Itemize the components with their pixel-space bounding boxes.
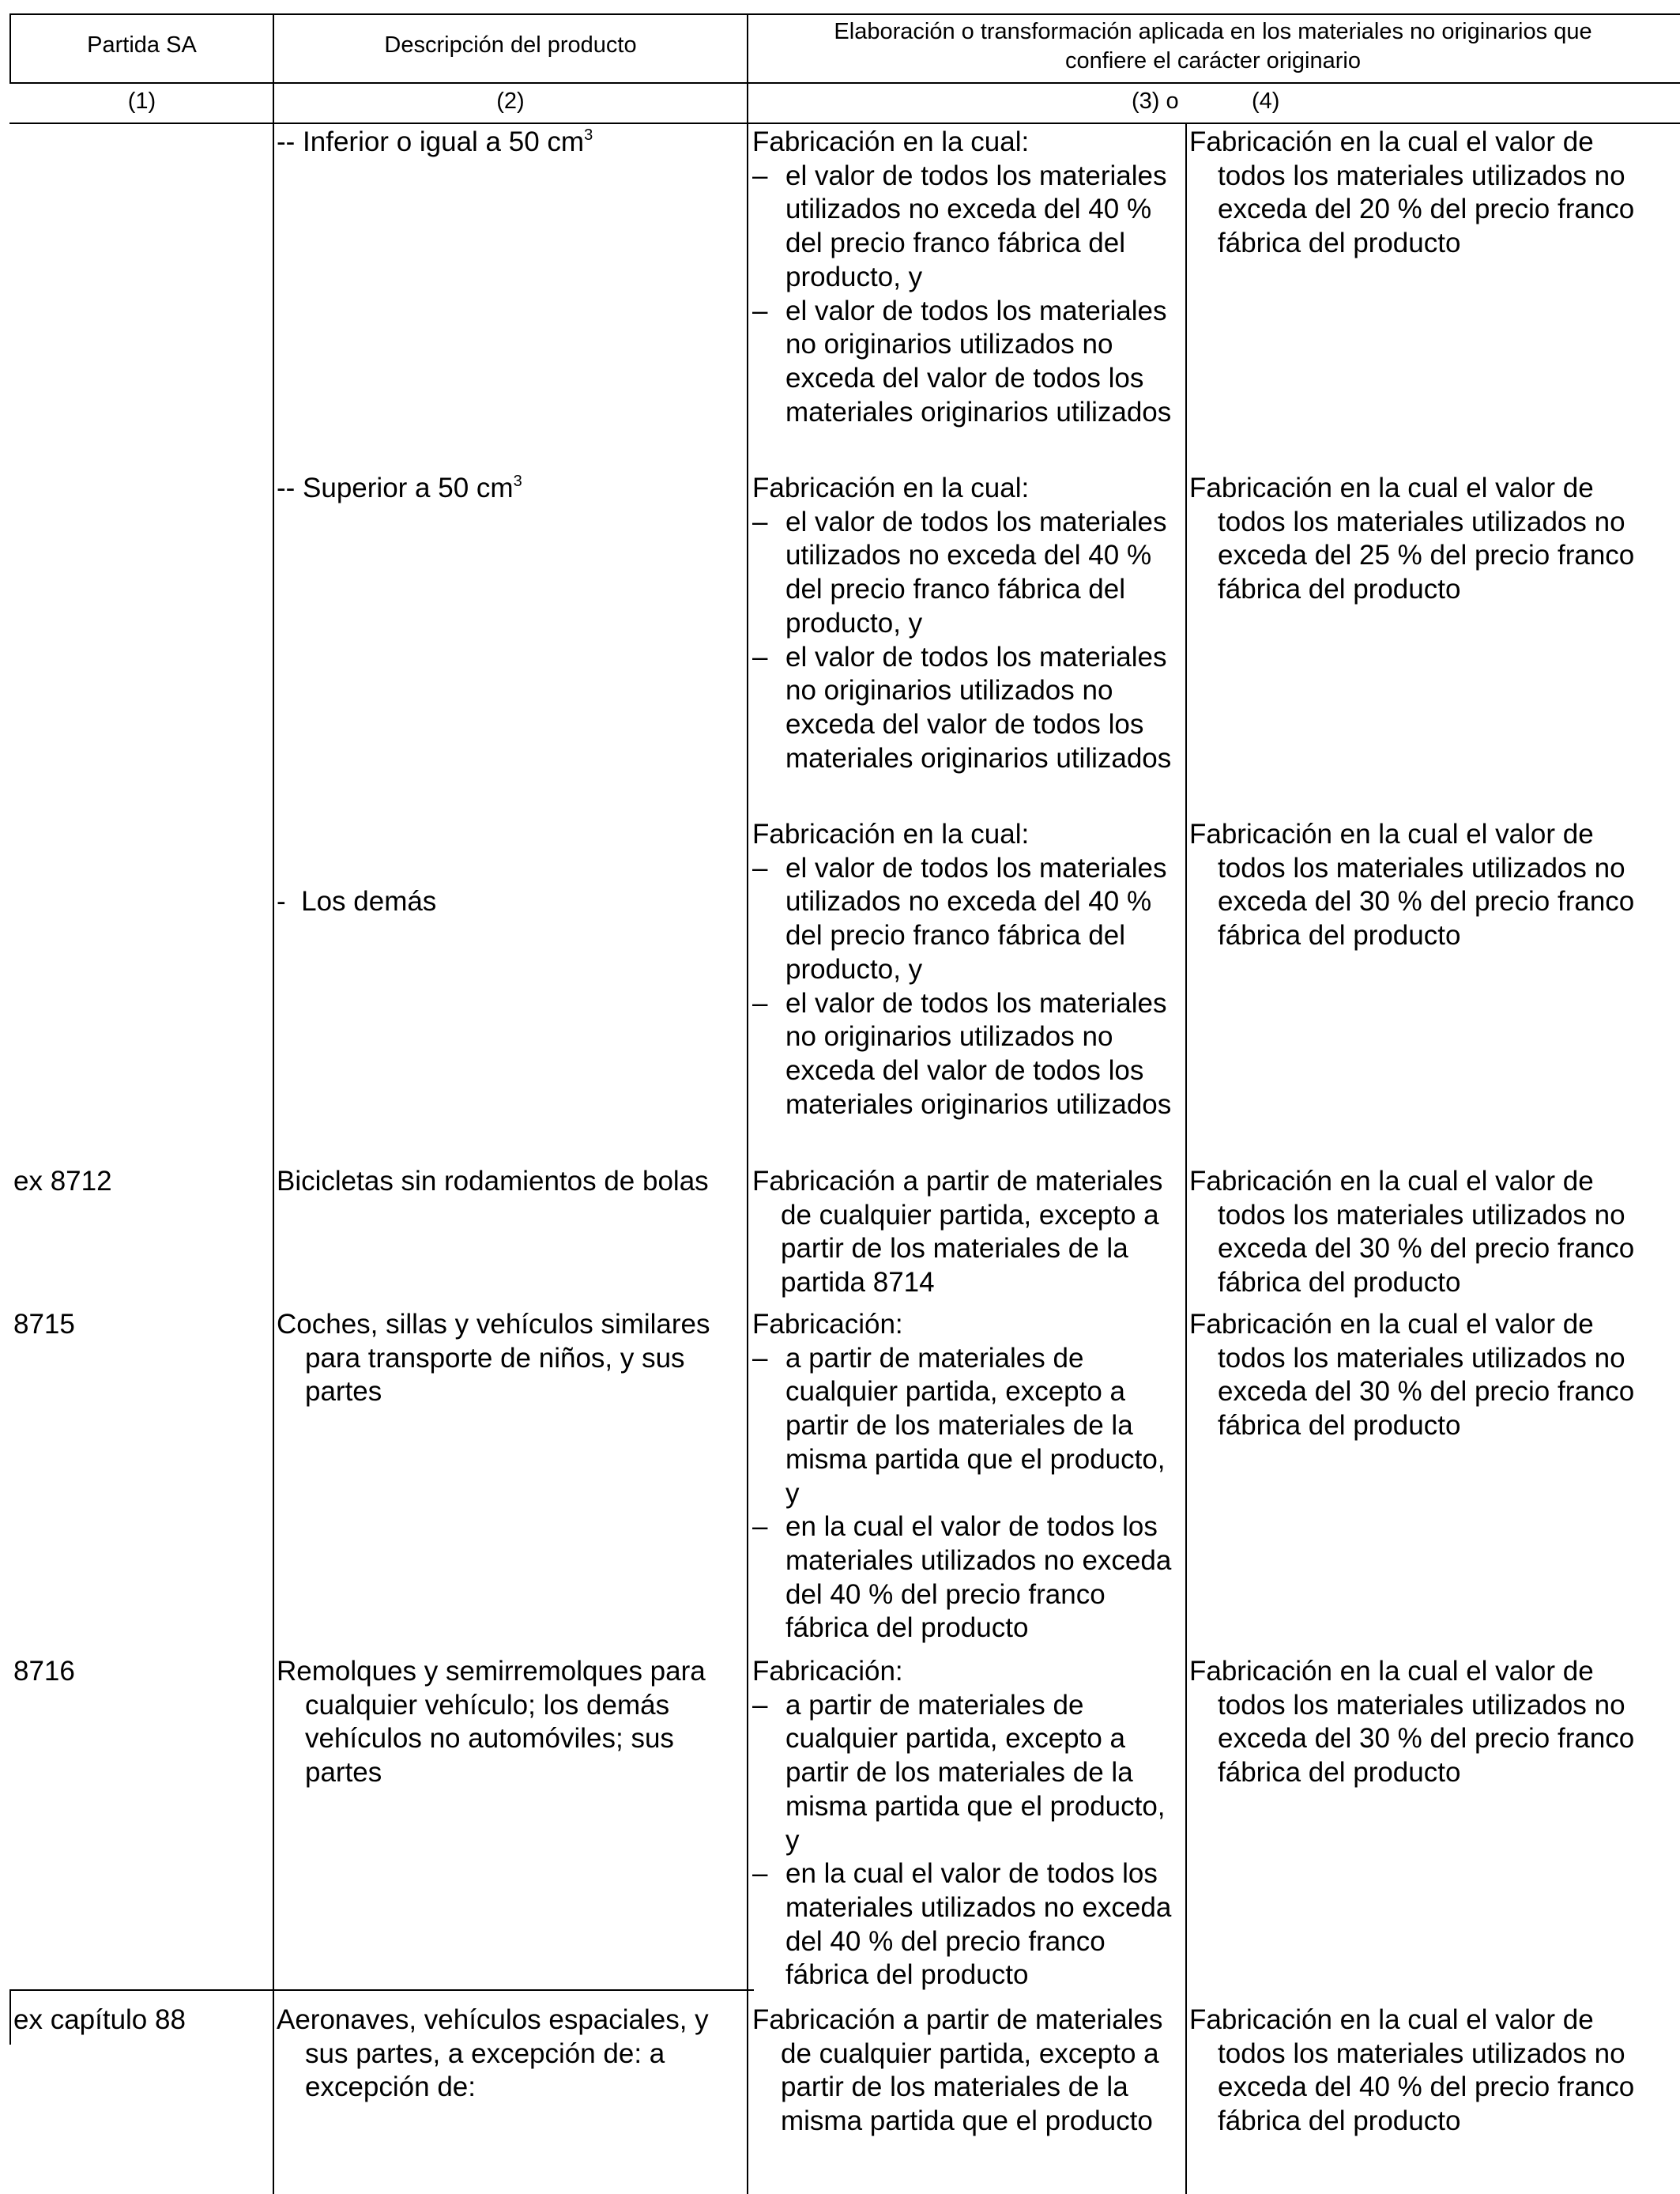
table-row-partida: 8716 (13, 1656, 75, 1687)
list-item: – el valor de todos los materiales no originarios utilizados no exceda del valor de todos los materiales originarios utilizados (752, 987, 1172, 1120)
header-elaboracion-text: Elaboración o transformación aplicada en los materiales no originarios que confiere el carácter originario (834, 19, 1592, 74)
table-row-col4: Fabricación en la cual el valor de todos los materiales utilizados no exceda del 20 % del precio franco fábrica del producto (1189, 126, 1635, 259)
table-row-partida: ex 8712 (13, 1166, 112, 1197)
table-row-col3: Fabricación: – a partir de materiales de cualquier partida, excepto a partir de los materiales de la misma partida que el producto, y – en la cual el valor de todos los materiales utilizados no exceda del 40 % del precio franco fábrica del producto (752, 1655, 1183, 1992)
list-item: – en la cual el valor de todos los materiales utilizados no exceda del 40 % del precio franco fábrica del producto (752, 1858, 1172, 1991)
table-row-partida: ex capítulo 88 (13, 2004, 186, 2035)
column-divider-2 (747, 13, 748, 2194)
table-row-col4: Fabricación en la cual el valor de todos los materiales utilizados no exceda del 30 % del precio franco fábrica del producto (1189, 1656, 1635, 1789)
header-divider (9, 82, 1680, 84)
section-divider (9, 1989, 754, 1991)
header-partida (11, 31, 273, 60)
table-row-desc: -- Superior a 50 $cm^3$ (277, 473, 522, 503)
list-item: – en la cual el valor de todos los materiales utilizados no exceda del 40 % del precio franco fábrica del producto (752, 1511, 1172, 1644)
col-number-1: (1) (127, 89, 156, 114)
list-item: – el valor de todos los materiales utilizados no exceda del 40 % del precio franco fábrica del producto, y (752, 852, 1167, 985)
table-row-col4: Fabricación en la cual el valor de todos los materiales utilizados no exceda del 25 % del precio franco fábrica del producto (1189, 473, 1635, 605)
table-row-desc: Remolques y semirremolques para cualquier vehículo; los demás vehículos no automóviles; sus partes (277, 1656, 706, 1789)
header-elaboracion (751, 17, 1675, 76)
table-row-col3: Fabricación en la cual: – el valor de todos los materiales utilizados no exceda del 40 % del precio franco fábrica del producto, y – el valor de todos los materiales no originarios utilizados no exceda del valor de todos los materiales originarios utilizados (752, 126, 1183, 429)
list-item: – a partir de materiales de cualquier partida, excepto a partir de los materiales de la misma partida que el producto, y (752, 1342, 1166, 1509)
numbers-divider (9, 123, 1680, 124)
table-row-desc: Coches, sillas y vehículos similares para transporte de niños, y sus partes (277, 1309, 710, 1408)
table-row-desc: Aeronaves, vehículos espaciales, y sus partes, a excepción de: a excepción de: (277, 2004, 709, 2103)
table-row-partida: 8715 (13, 1309, 75, 1340)
table-row-col3: Fabricación en la cual: – el valor de todos los materiales utilizados no exceda del 40 % del precio franco fábrica del producto, y – el valor de todos los materiales no originarios utilizados no exceda del valor de todos los materiales originarios utilizados (752, 818, 1183, 1122)
col-number-4: (4) (1252, 89, 1280, 114)
list-item: – el valor de todos los materiales utilizados no exceda del 40 % del precio franco fábrica del producto, y (752, 506, 1167, 639)
table-row-col3: Fabricación: – a partir de materiales de cualquier partida, excepto a partir de los materiales de la misma partida que el producto, y – en la cual el valor de todos los materiales utilizados no exceda del 40 % del precio franco fábrica del producto (752, 1308, 1183, 1646)
list-item: – el valor de todos los materiales utilizados no exceda del 40 % del precio franco fábrica del producto, y (752, 160, 1167, 292)
table-row-col3: Fabricación a partir de materiales de cualquier partida, excepto a partir de los materiales de la partida 8714 (752, 1166, 1163, 1299)
table-row-col4: Fabricación en la cual el valor de todos los materiales utilizados no exceda del 30 % del precio franco fábrica del producto (1189, 819, 1635, 952)
superscript-3: 3 (584, 126, 593, 144)
table-border-top (9, 13, 1680, 15)
table-row-col3: Fabricación a partir de materiales de cualquier partida, excepto a partir de los materiales de la misma partida que el producto (752, 2004, 1163, 2137)
list-item: – el valor de todos los materiales no originarios utilizados no exceda del valor de todos los materiales originarios utilizados (752, 641, 1172, 774)
table-border-left (9, 1989, 11, 2045)
list-item: – el valor de todos los materiales no originarios utilizados no exceda del valor de todos los materiales originarios utilizados (752, 295, 1172, 428)
table-row-col4: Fabricación en la cual el valor de todos los materiales utilizados no exceda del 40 % del precio franco fábrica del producto (1189, 2004, 1635, 2137)
superscript-3: 3 (513, 473, 522, 490)
table-row-desc: - Los demás (277, 886, 437, 918)
column-divider-3 (1185, 123, 1187, 2194)
table-row-col4: Fabricación en la cual el valor de todos los materiales utilizados no exceda del 30 % del precio franco fábrica del producto (1189, 1309, 1635, 1442)
header-descripcion (274, 31, 747, 60)
table-row-col4: Fabricación en la cual el valor de todos los materiales utilizados no exceda del 30 % del precio franco fábrica del producto (1189, 1166, 1635, 1299)
list-item: – a partir de materiales de cualquier partida, excepto a partir de los materiales de la misma partida que el producto, y (752, 1689, 1166, 1856)
col-number-2: (2) (496, 89, 525, 114)
header-descripcion-text: Descripción del producto (384, 32, 637, 58)
header-partida-text: Partida SA (87, 32, 197, 58)
table-row-col3: Fabricación en la cual: – el valor de todos los materiales utilizados no exceda del 40 % del precio franco fábrica del producto, y – el valor de todos los materiales no originarios utilizados no exceda del valor de todos los materiales originarios utilizados (752, 472, 1183, 775)
table-row-desc: Bicicletas sin rodamientos de bolas (277, 1166, 709, 1197)
column-divider-1 (273, 13, 274, 2194)
col-number-3: (3) o (1132, 89, 1179, 114)
table-row-desc: -- Inferior o igual a 50 $cm^3$ (277, 126, 593, 157)
